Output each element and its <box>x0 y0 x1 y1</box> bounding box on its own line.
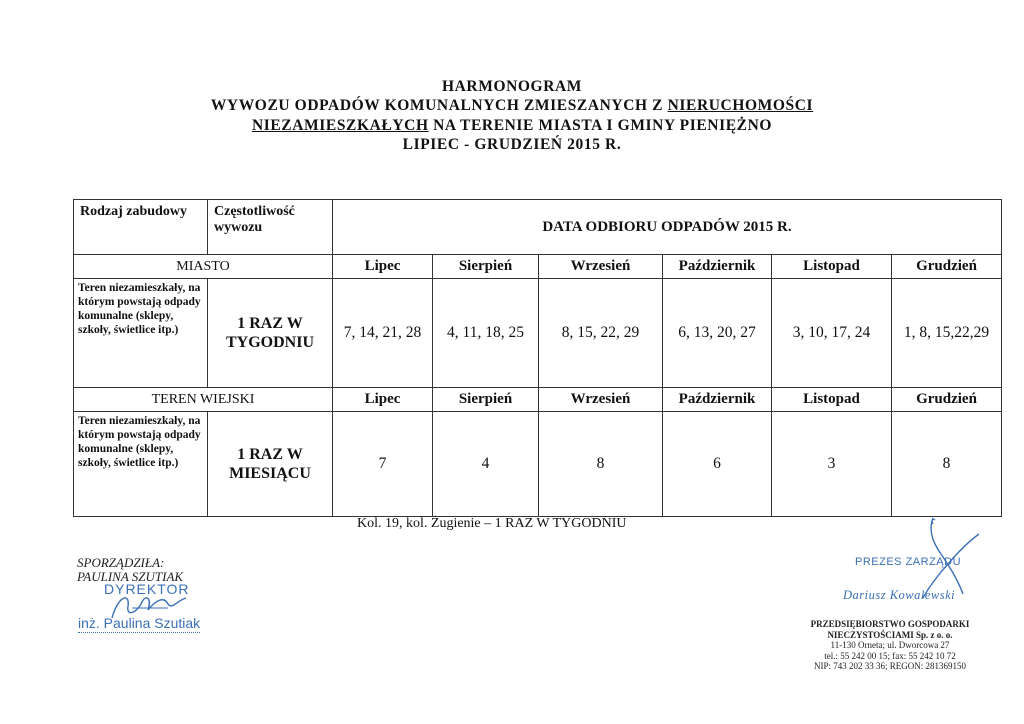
subtitle-text: WYWOZU ODPADÓW KOMUNALNYCH ZMIESZANYCH Z <box>210 97 668 114</box>
subtitle-underlined-text: NIERUCHOMOŚCI <box>667 97 814 114</box>
company-stamp <box>780 619 1000 672</box>
subtitle-text: NA TERENIE MIASTA I GMINY PIENIĘŻNO <box>428 117 773 134</box>
month-label: Lipec <box>333 388 433 412</box>
document-subtitle-line-1 <box>0 96 1024 115</box>
month-label: Grudzień <box>892 388 1002 412</box>
table-header-row <box>74 200 1002 255</box>
company-name-line-2: NIECZYSTOŚCIAMI Sp. z o. o. <box>827 629 953 640</box>
month-label: Październik <box>663 388 772 412</box>
frequency-value: 1 RAZ W MIESIĄCU <box>208 412 333 517</box>
company-phone: tel.: 55 242 00 15; fax: 55 242 10 72 <box>824 650 956 661</box>
date-cell: 8 <box>892 412 1002 517</box>
document-title: HARMONOGRAM <box>441 78 583 95</box>
date-cell: 8, 15, 22, 29 <box>539 279 663 388</box>
date-cell: 8 <box>539 412 663 517</box>
month-label: Grudzień <box>892 255 1002 279</box>
prepared-by-label: SPORZĄDZIŁA: <box>77 555 165 570</box>
month-label: Październik <box>663 255 772 279</box>
company-name-line-1: PRZEDSIĘBIORSTWO GOSPODARKI <box>810 619 970 629</box>
prepared-by-block <box>77 556 183 584</box>
area-label: TEREN WIEJSKI <box>74 388 333 412</box>
header-frequency: Częstotliwość wywozu <box>208 200 333 255</box>
date-cell: 3 <box>772 412 892 517</box>
date-cell: 7, 14, 21, 28 <box>333 279 433 388</box>
date-cell: 6, 13, 20, 27 <box>663 279 772 388</box>
company-address: 11-130 Orneta; ul. Dworcowa 27 <box>830 640 950 650</box>
document-subtitle-line-2 <box>0 116 1024 135</box>
date-cell: 6 <box>663 412 772 517</box>
date-cell: 1, 8, 15,22,29 <box>892 279 1002 388</box>
president-signature-icon <box>905 514 985 610</box>
building-description: Teren niezamieszkały, na którym powstają odpady komunalne (sklepy, szkoły, świetlice itp.) <box>74 412 208 517</box>
date-cell: 3, 10, 17, 24 <box>772 279 892 388</box>
director-stamp-title: DYREKTOR <box>104 581 190 597</box>
month-label: Lipec <box>333 255 433 279</box>
header-collection-dates: DATA ODBIORU ODPADÓW 2015 R. <box>333 200 1002 255</box>
president-stamp-name: Dariusz Kowalewski <box>843 588 956 602</box>
frequency-value: 1 RAZ W TYGODNIU <box>208 279 333 388</box>
director-signature-icon <box>108 588 198 624</box>
schedule-row <box>74 412 1002 517</box>
month-label: Sierpień <box>433 388 539 412</box>
date-cell: 7 <box>333 412 433 517</box>
area-label: MIASTO <box>74 255 333 279</box>
month-label: Sierpień <box>433 255 539 279</box>
prepared-by-name: PAULINA SZUTIAK <box>77 569 184 584</box>
footnote: Kol. 19, kol. Żugienie – 1 RAZ W TYGODNIU <box>357 516 627 531</box>
director-stamp-name: inż. Paulina Szutiak <box>78 615 201 631</box>
president-stamp-title: PREZES ZARZĄDU <box>855 556 962 568</box>
schedule-table <box>73 199 1002 517</box>
schedule-row <box>74 279 1002 388</box>
date-cell: 4, 11, 18, 25 <box>433 279 539 388</box>
month-label: Listopad <box>772 255 892 279</box>
company-tax-ids: NIP: 743 202 33 36; REGON: 281369150 <box>813 661 966 671</box>
month-label: Wrzesień <box>539 255 663 279</box>
document-period: LIPIEC - GRUDZIEŃ 2015 R. <box>402 136 622 153</box>
month-label: Listopad <box>772 388 892 412</box>
building-description: Teren niezamieszkały, na którym powstają odpady komunalne (sklepy, szkoły, świetlice itp.) <box>74 279 208 388</box>
header-building-type: Rodzaj zabudowy <box>74 200 208 255</box>
subtitle-underlined-text: NIEZAMIESZKAŁYCH <box>251 117 429 134</box>
section-header-row <box>74 388 1002 412</box>
section-header-row <box>74 255 1002 279</box>
date-cell: 4 <box>433 412 539 517</box>
month-label: Wrzesień <box>539 388 663 412</box>
